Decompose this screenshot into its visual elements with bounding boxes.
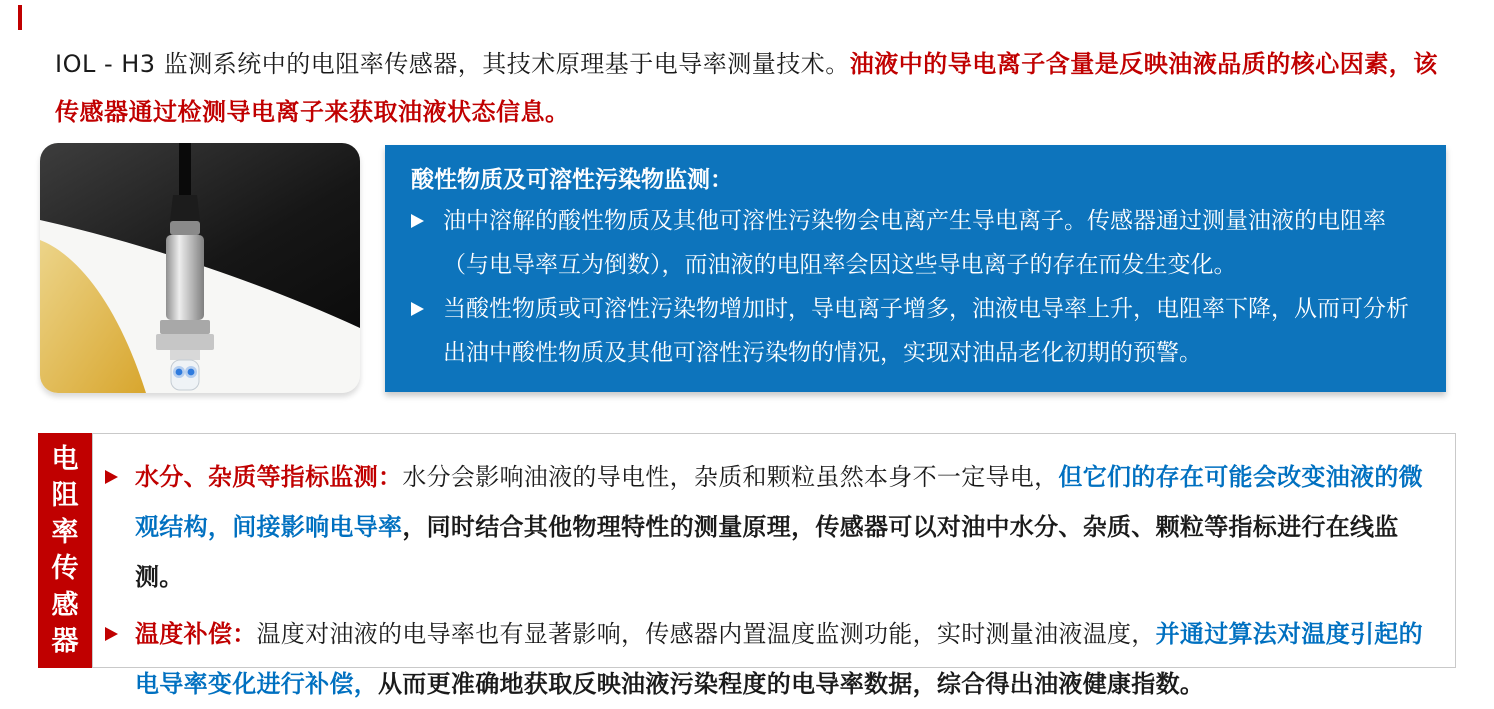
bullet-arrow-icon <box>105 609 135 659</box>
triangle-right-icon <box>105 470 118 484</box>
text-segment: IOL - H3 监测系统中的电阻率传感器，其技术原理基于电导率测量技术。 <box>55 50 850 78</box>
triangle-right-icon <box>411 302 424 316</box>
text-segment: 并通过算法对温度引起的电导率变化进行补偿， <box>135 620 1423 698</box>
text-segment: 油液中的导电离子含量是反映油液品质的核心因素，该传感器通过检测导电离子来获取油液状态信息。 <box>55 50 1438 126</box>
section-tab-character: 电 <box>51 444 79 475</box>
triangle-right-icon <box>411 214 424 228</box>
resistivity-sensor-section <box>38 433 1456 698</box>
text-segment: 从而更准确地获取反映油液污染程度的电导率数据，综合得出油液健康指数。 <box>378 670 1205 698</box>
text-segment: 但它们的存在可能会改变油液的微观结构，间接影响电导率 <box>135 463 1423 541</box>
text-segment: ，同时结合其他物理特性的测量原理，传感器可以对油中水分、杂质、颗粒等指标进行在线监测。 <box>135 513 1399 591</box>
section-bullet-text <box>135 452 1433 602</box>
section-tab-character: 传 <box>51 553 79 585</box>
sensor-cable <box>179 143 191 195</box>
intro-paragraph <box>55 40 1447 136</box>
section-vertical-tab <box>38 433 92 668</box>
panel-bullet-text: 当酸性物质或可溶性污染物增加时，导电离子增多，油液电导率上升，电阻率下降，从而可分析出油中酸性物质及其他可溶性污染物的情况，实现对油品老化初期的预警。 <box>443 296 1409 366</box>
sensor-top-cap <box>170 221 200 235</box>
panel-bullet-text: 油中溶解的酸性物质及其他可溶性污染物会电离产生导电离子。传感器通过测量油液的电阻率（与电导率互为倒数），而油液的电阻率会因这些导电离子的存在而发生变化。 <box>443 208 1386 278</box>
sensor-collar <box>160 320 210 334</box>
section-tab-character: 率 <box>51 516 79 548</box>
sensor-photo-illustration <box>40 143 360 393</box>
panel-bullet-list <box>411 199 1420 375</box>
text-segment: 温度对油液的电导率也有显著影响，传感器内置温度监测功能，实时测量油液温度， <box>256 620 1156 648</box>
sensor-lower-ring <box>170 350 200 360</box>
bullet-arrow-icon <box>411 287 443 331</box>
sensor-photo <box>40 143 360 393</box>
section-tab-character: 感 <box>51 589 79 621</box>
acid-contaminant-panel <box>385 145 1446 392</box>
text-segment: 水分、杂质等指标监测： <box>135 463 403 491</box>
top-left-accent-mark <box>18 5 22 30</box>
panel-bullet <box>411 199 1420 287</box>
section-tab-character: 阻 <box>51 480 79 512</box>
sensor-strain-relief <box>170 195 200 221</box>
sensor-led <box>176 369 183 376</box>
panel-title: 酸性物质及可溶性污染物监测： <box>411 167 733 193</box>
section-bullet <box>105 609 1433 709</box>
text-segment: 水分会影响油液的导电性，杂质和颗粒虽然本身不一定导电， <box>402 463 1059 491</box>
section-bullet <box>105 452 1433 602</box>
sensor-body <box>166 235 204 320</box>
section-tab-character: 器 <box>51 625 79 657</box>
panel-bullet <box>411 287 1420 375</box>
section-bullet-text <box>135 609 1433 709</box>
section-content-box <box>92 433 1456 698</box>
bullet-arrow-icon <box>411 199 443 243</box>
sensor-led <box>188 369 195 376</box>
sensor-hex-nut <box>156 334 214 350</box>
bullet-arrow-icon <box>105 452 135 502</box>
text-segment: 温度补偿： <box>135 620 257 648</box>
triangle-right-icon <box>105 627 118 641</box>
